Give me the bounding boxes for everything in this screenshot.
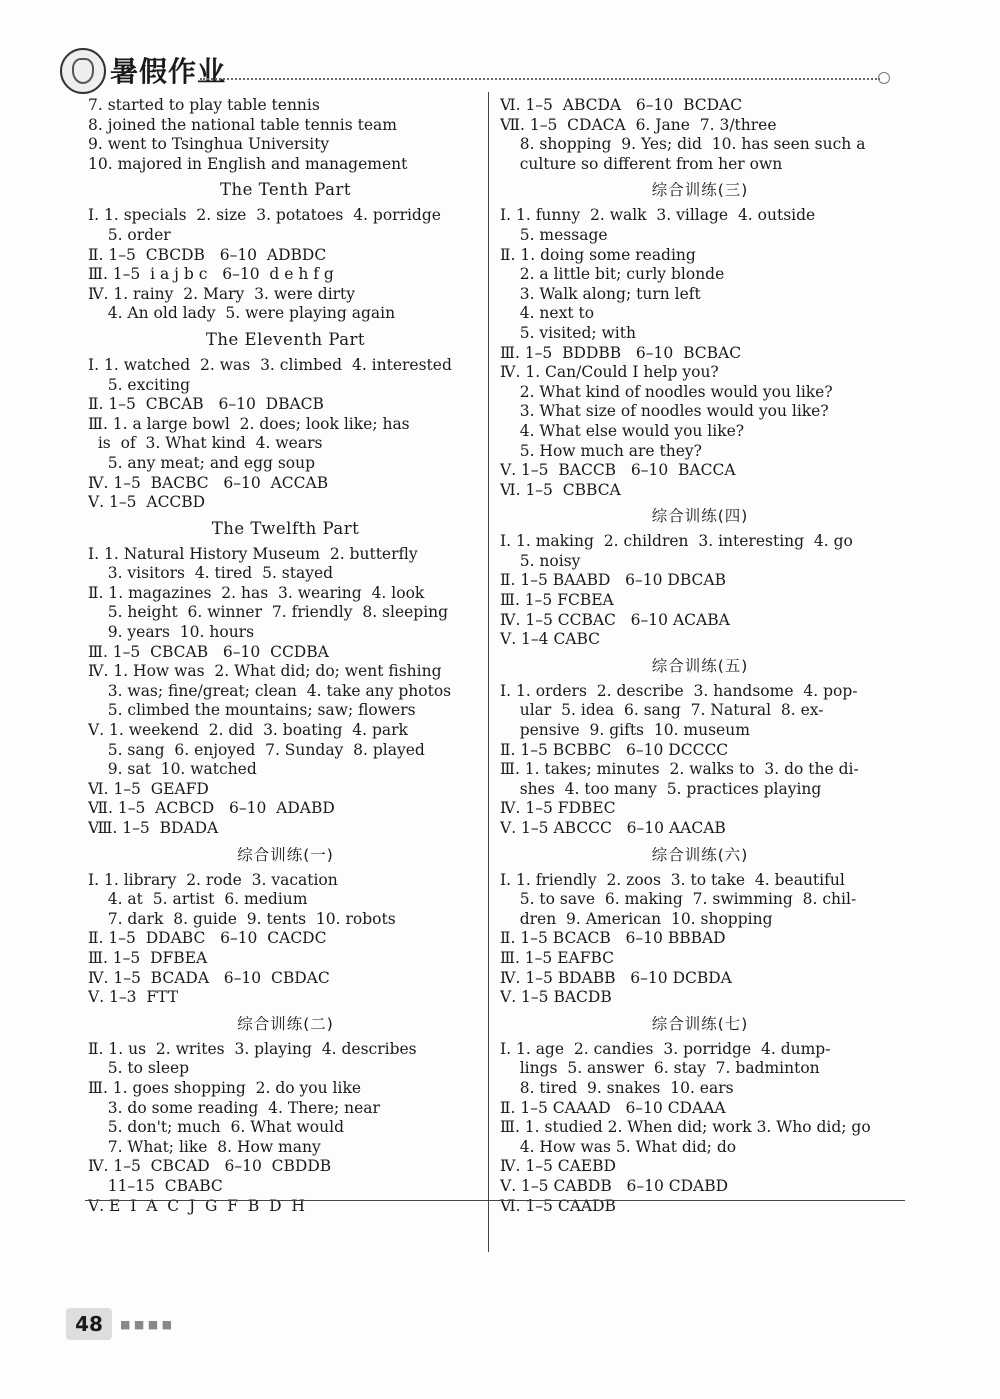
answer-line: Ⅲ. 1–5 DFBEA <box>88 948 208 967</box>
answer-line: Ⅰ. 1. friendly 2. zoos 3. to take 4. beautiful <box>500 870 845 889</box>
answer-line: 3. Walk along; turn left <box>500 284 701 303</box>
answer-line: 5. noisy <box>500 551 581 570</box>
answer-line: Ⅵ. 1–5 CAADB <box>500 1196 616 1215</box>
answer-line: is of 3. What kind 4. wears <box>88 434 323 453</box>
answer-line: Ⅱ. 1. doing some reading <box>500 245 696 264</box>
header-rule <box>200 78 880 80</box>
answer-line: 11–15 CBABC <box>88 1176 223 1195</box>
section-heading: 综合训练(四) <box>651 507 749 526</box>
answer-line: Ⅳ. 1–5 BCADA 6–10 CBDAC <box>88 968 330 987</box>
section-heading: The Tenth Part <box>220 180 351 200</box>
answer-line: 4. next to <box>500 304 595 323</box>
answer-line: Ⅲ. 1–5 BDDBB 6–10 BCBAC <box>500 343 742 362</box>
answer-line: Ⅰ. 1. Natural History Museum 2. butterfly <box>88 544 418 563</box>
section-heading: 综合训练(二) <box>237 1014 334 1033</box>
bottom-rule <box>85 1200 905 1201</box>
answer-line: Ⅳ. 1–5 CAEBD <box>500 1157 616 1176</box>
answer-line: 3. do some reading 4. There; near <box>88 1098 380 1117</box>
answer-line: 4. at 5. artist 6. medium <box>88 890 308 909</box>
book-title: 暑假作业 <box>110 55 227 88</box>
answer-line: Ⅴ. 1–4 CABC <box>500 630 601 649</box>
answer-line: 8. tired 9. snakes 10. ears <box>500 1078 734 1097</box>
answer-line: Ⅱ. 1–5 DDABC 6–10 CACDC <box>88 929 327 948</box>
answer-line: Ⅲ. 1–5 CBCAB 6–10 CCDBA <box>88 642 329 661</box>
answer-line: 9. sat 10. watched <box>88 760 257 779</box>
answer-line: Ⅲ. 1. goes shopping 2. do you like <box>88 1078 362 1097</box>
answer-line: Ⅰ. 1. specials 2. size 3. potatoes 4. porridge <box>88 206 441 225</box>
answer-line: Ⅵ. 1–5 CBBCA <box>500 480 621 499</box>
answer-line: 3. was; fine/great; clean 4. take any photos <box>88 681 452 700</box>
answer-line: 5. any meat; and egg soup <box>88 453 316 472</box>
student-avatar-icon <box>60 48 106 94</box>
answer-line: Ⅲ. 1–5 i a j b c 6–10 d e h f g <box>88 265 334 284</box>
answer-line: 2. a little bit; curly blonde <box>500 265 725 284</box>
answer-line: pensive 9. gifts 10. museum <box>500 721 750 740</box>
answer-line: Ⅵ. 1–5 GEAFD <box>88 779 209 798</box>
answer-line: Ⅳ. 1. How was 2. What did; do; went fishing <box>88 662 442 681</box>
answer-line: 4. An old lady 5. were playing again <box>88 304 396 323</box>
answer-line: Ⅳ. 1–5 CBCAD 6–10 CBDDB <box>88 1157 332 1176</box>
left-answer-column <box>88 96 483 1216</box>
answer-line: 5. climbed the mountains; saw; flowers <box>88 701 416 720</box>
answer-line: Ⅵ. 1–5 ABCDA 6–10 BCDAC <box>500 96 743 114</box>
answer-line: Ⅲ. 1. a large bowl 2. does; look like; has <box>88 414 410 433</box>
answer-line: Ⅱ. 1–5 CBCAB 6–10 DBACB <box>88 395 324 414</box>
answer-line: 5. How much are they? <box>500 441 702 460</box>
header-dot-icon <box>878 72 890 84</box>
page-number: 48 <box>66 1308 112 1340</box>
answer-line: 7. What; like 8. How many <box>88 1137 321 1156</box>
answer-line: Ⅴ. 1–5 CABDB 6–10 CDABD <box>500 1176 729 1195</box>
section-heading: 综合训练(三) <box>651 181 749 200</box>
answer-line: Ⅴ. 1–5 BACCB 6–10 BACCA <box>500 461 736 480</box>
page-header <box>60 40 960 100</box>
answer-line: 5. to save 6. making 7. swimming 8. chil- <box>500 890 857 909</box>
answer-line: 5. order <box>88 225 171 244</box>
section-heading: 综合训练(六) <box>651 845 749 864</box>
answer-line: 5. to sleep <box>88 1059 190 1078</box>
answer-line: 8. shopping 9. Yes; did 10. has seen such a <box>500 135 866 154</box>
answer-line: Ⅰ. 1. age 2. candies 3. porridge 4. dump- <box>500 1039 831 1058</box>
section-heading: 综合训练(七) <box>651 1014 749 1033</box>
answer-line: Ⅱ. 1. magazines 2. has 3. wearing 4. look <box>88 583 425 602</box>
answer-line: Ⅳ. 1–5 CCBAC 6–10 ACABA <box>500 610 730 629</box>
answer-line: Ⅲ. 1. takes; minutes 2. walks to 3. do the di- <box>500 760 859 779</box>
answer-line: Ⅳ. 1–5 BDABB 6–10 DCBDA <box>500 968 732 987</box>
answer-line: 3. visitors 4. tired 5. stayed <box>88 564 334 583</box>
answer-line: Ⅶ. 1–5 ACBCD 6–10 ADABD <box>88 799 335 818</box>
answer-line: Ⅰ. 1. making 2. children 3. interesting 4. go <box>500 532 853 551</box>
section-heading: 综合训练(一) <box>237 845 334 864</box>
answer-line: 5. sang 6. enjoyed 7. Sunday 8. played <box>88 740 425 759</box>
answer-line: 5. don't; much 6. What would <box>88 1118 344 1137</box>
answer-line: Ⅱ. 1–5 BAABD 6–10 DBCAB <box>500 571 726 590</box>
answer-line: 5. message <box>500 225 608 244</box>
answer-line: Ⅴ. 1–5 ACCBD <box>88 493 206 512</box>
answer-line: Ⅱ. 1–5 BCACB 6–10 BBBAD <box>500 929 726 948</box>
answer-line: Ⅱ. 1–5 BCBBC 6–10 DCCCC <box>500 740 729 759</box>
answer-line: Ⅱ. 1–5 CBCDB 6–10 ADBDC <box>88 245 327 264</box>
answer-line: Ⅱ. 1–5 CAAAD 6–10 CDAAA <box>500 1098 726 1117</box>
answer-line: Ⅲ. 1–5 EAFBC <box>500 948 615 967</box>
answer-line: Ⅱ. 1. us 2. writes 3. playing 4. describes <box>88 1039 417 1058</box>
section-heading: The Twelfth Part <box>211 518 360 538</box>
answer-line: dren 9. American 10. shopping <box>500 909 773 928</box>
section-heading: 综合训练(五) <box>651 656 749 675</box>
answer-line: Ⅴ. E I A C J G F B D H <box>88 1196 305 1215</box>
answer-line: Ⅴ. 1–3 FTT <box>88 988 179 1007</box>
answer-line: Ⅷ. 1–5 BDADA <box>88 819 219 837</box>
answer-line: Ⅴ. 1–5 ABCCC 6–10 AACAB <box>500 819 726 837</box>
answer-line: ular 5. idea 6. sang 7. Natural 8. ex- <box>500 701 824 720</box>
answer-line: Ⅳ. 1–5 BACBC 6–10 ACCAB <box>88 473 329 492</box>
answer-line: 2. What kind of noodles would you like? <box>500 382 833 401</box>
answer-line: 7. dark 8. guide 9. tents 10. robots <box>88 909 396 928</box>
answer-line: 5. visited; with <box>500 323 636 342</box>
section-heading: The Eleventh Part <box>205 329 366 349</box>
answer-line: Ⅶ. 1–5 CDACA 6. Jane 7. 3/three <box>500 115 777 134</box>
answer-line: culture so different from her own <box>500 154 783 173</box>
answer-line: lings 5. answer 6. stay 7. badminton <box>500 1059 820 1078</box>
answer-line: 8. joined the national table tennis team <box>88 115 397 134</box>
answer-line: Ⅳ. 1–5 FDBEC <box>500 799 616 818</box>
answer-line: 5. exciting <box>88 375 191 394</box>
answer-line: 4. What else would you like? <box>500 421 745 440</box>
answer-line: 7. started to play table tennis <box>88 96 320 114</box>
answer-line: Ⅲ. 1. studied 2. When did; work 3. Who did; go <box>500 1118 871 1137</box>
answer-line: Ⅰ. 1. watched 2. was 3. climbed 4. interested <box>88 355 452 374</box>
right-answer-column <box>500 96 900 1216</box>
answer-line: Ⅴ. 1–5 BACDB <box>500 988 612 1007</box>
page-number-marks: ■ ■ ■ ■ <box>120 1318 173 1331</box>
column-divider <box>488 92 489 1252</box>
answer-line: 5. height 6. winner 7. friendly 8. sleeping <box>88 603 449 622</box>
answer-line: Ⅰ. 1. library 2. rode 3. vacation <box>88 870 338 889</box>
answer-line: 10. majored in English and management <box>88 154 408 173</box>
answer-line: 9. went to Tsinghua University <box>88 135 330 154</box>
answer-line: shes 4. too many 5. practices playing <box>500 779 822 798</box>
answer-line: Ⅰ. 1. funny 2. walk 3. village 4. outside <box>500 206 816 225</box>
answer-line: 3. What size of noodles would you like? <box>500 402 829 421</box>
answer-line: 4. How was 5. What did; do <box>500 1137 737 1156</box>
answer-line: Ⅳ. 1. Can/Could I help you? <box>500 363 719 382</box>
answer-line: 9. years 10. hours <box>88 623 255 642</box>
answer-line: Ⅴ. 1. weekend 2. did 3. boating 4. park <box>88 721 408 740</box>
answer-line: Ⅰ. 1. orders 2. describe 3. handsome 4. pop- <box>500 681 858 700</box>
answer-line: Ⅳ. 1. rainy 2. Mary 3. were dirty <box>88 284 356 303</box>
answer-line: Ⅲ. 1–5 FCBEA <box>500 591 614 610</box>
